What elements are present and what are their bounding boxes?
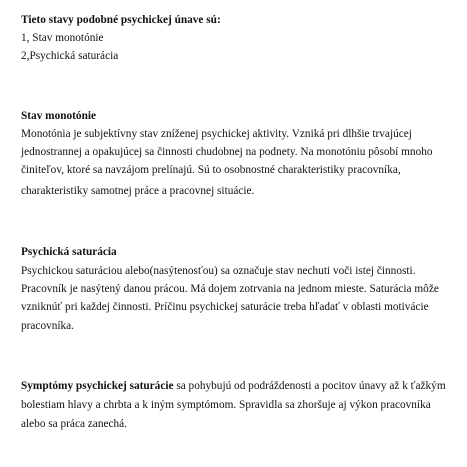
intro-heading: Tieto stavy podobné psychickej únave sú:: [21, 14, 221, 26]
saturacia-line-4: pracovníka.: [21, 320, 75, 332]
symptomy-heading: Symptómy psychickej saturácie: [21, 380, 174, 392]
saturacia-line-1: Psychickou saturáciou alebo(nasýtenosťou) sa označuje stav nechuti voči istej činnosti.: [21, 265, 416, 277]
symptomy-line-2: bolestiam hlavy a chrbta a k iným symptómom. Spravidla sa zhoršuje aj výkon pracovníka: [21, 399, 431, 411]
monotonia-line-4: charakteristiky samotnej práce a pracovnej situácie.: [21, 185, 255, 197]
saturacia-line-3: vzniknúť pri každej činnosti. Príčinu psychickej saturácie treba hľadať v oblasti motivácie: [21, 301, 429, 313]
monotonia-line-2: jednostrannej a opakujúcej sa činnosti chudobnej na podnety. Na monotóniu pôsobí mnoho: [21, 146, 433, 158]
symptomy-line-1: [21, 380, 446, 393]
saturacia-line-2: Pracovník je nasýtený danou prácou. Má dojem zotrvania na jednom mieste. Saturácia môže: [21, 283, 439, 295]
intro-item-1: 1, Stav monotónie: [21, 32, 104, 44]
intro-item-2: 2,Psychická saturácia: [21, 50, 119, 62]
monotonia-line-1: Monotónia je subjektívny stav zníženej psychickej aktivity. Vzniká pri dlhšie trvajúcej: [21, 128, 412, 140]
saturacia-heading: Psychická saturácia: [21, 246, 117, 258]
symptomy-first-line-rest: sa pohybujú od podráždenosti a pocitov únavy až k ťažkým: [173, 380, 446, 392]
monotonia-line-3: činiteľov, ktoré sa navzájom prelínajú. Sú to osobnostné charakteristiky pracovníka,: [21, 164, 401, 176]
monotonia-heading: Stav monotónie: [21, 110, 97, 122]
symptomy-line-3: alebo sa práca zanechá.: [21, 418, 127, 430]
